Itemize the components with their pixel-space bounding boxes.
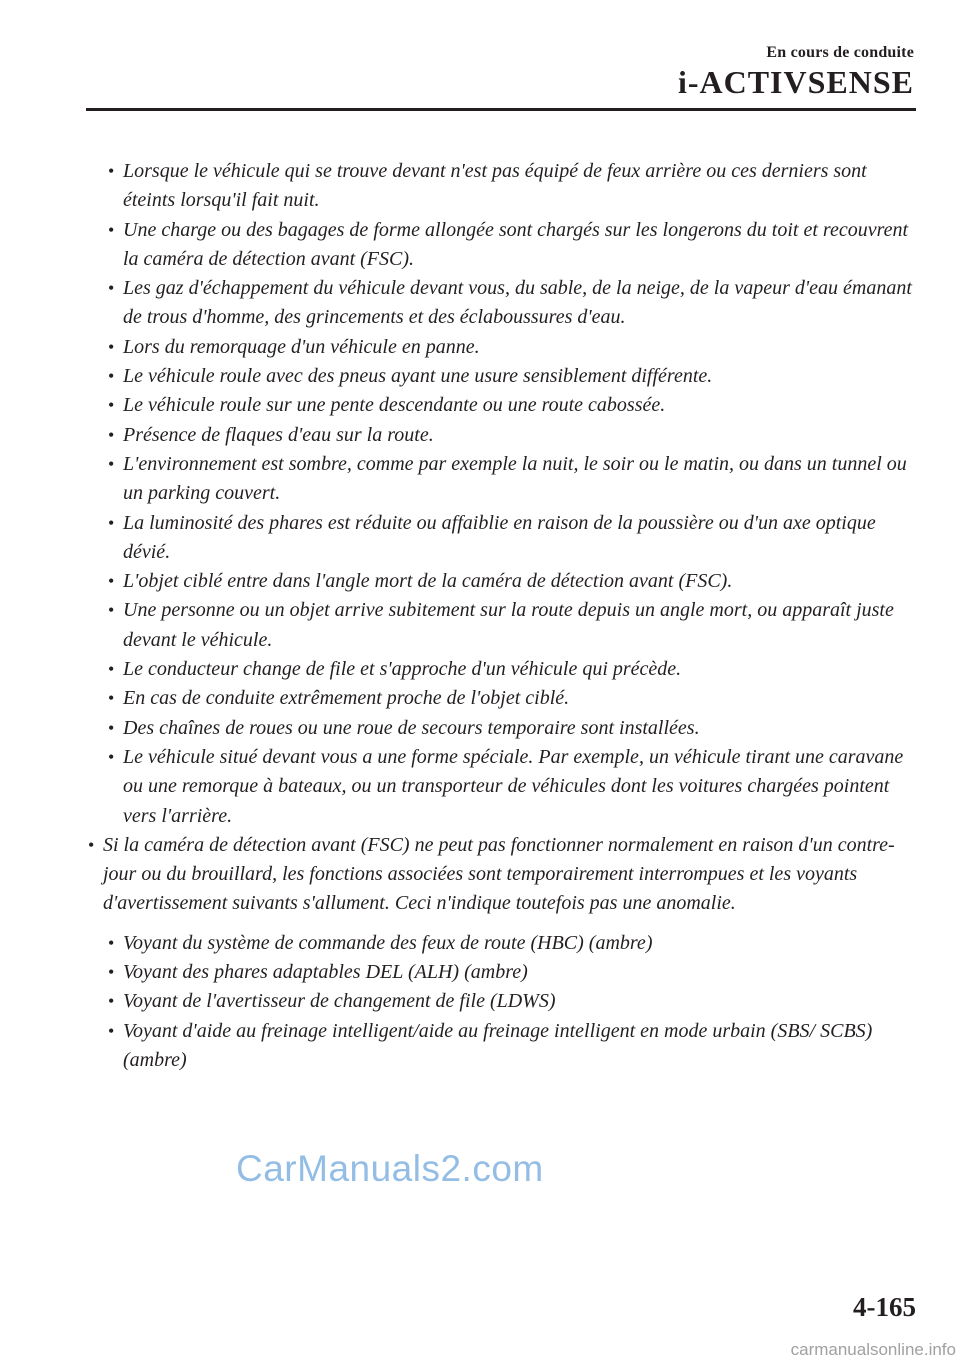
list-item (86, 929, 916, 958)
list-item (86, 391, 916, 420)
list-item (86, 655, 916, 684)
list-item-text: La luminosité des phares est réduite ou affaiblie en raison de la poussière ou d'un axe optique dévié. (123, 511, 876, 563)
list-item (86, 987, 916, 1016)
bullet-icon: • (108, 746, 115, 767)
bullet-icon: • (108, 219, 115, 240)
bullet-icon: • (108, 688, 115, 709)
bullet-icon: • (88, 834, 95, 855)
section-label: En cours de conduite (766, 44, 914, 61)
bullet-icon: • (108, 453, 115, 474)
list-item-text: Le véhicule roule avec des pneus ayant une usure sensiblement différente. (123, 365, 713, 388)
list-item (86, 958, 916, 987)
list-item-text: Présence de flaques d'eau sur la route. (123, 423, 434, 446)
bullet-icon: • (108, 336, 115, 357)
list-item (86, 1017, 916, 1076)
note-item (86, 831, 916, 919)
bullet-icon: • (108, 366, 115, 387)
list-item (86, 509, 916, 568)
list-item-text: Lors du remorquage d'un véhicule en panne. (123, 335, 480, 358)
list-item (86, 567, 916, 596)
list-item-text: Voyant des phares adaptables DEL (ALH) (ambre) (123, 961, 528, 984)
bullet-icon: • (108, 278, 115, 299)
bullet-icon: • (108, 424, 115, 445)
bullet-icon: • (108, 600, 115, 621)
list-item-text: Le véhicule situé devant vous a une forme spéciale. Par exemple, un véhicule tirant une caravane ou une remorque à bateaux, ou un transporteur de véhicules dont les voitures chargées pointent vers l'arrière. (123, 745, 904, 827)
bullet-icon: • (108, 659, 115, 680)
bullet-icon: • (108, 571, 115, 592)
list-item-text: Voyant de l'avertisseur de changement de file (LDWS) (123, 990, 556, 1013)
list-item-text: Voyant d'aide au freinage intelligent/aide au freinage intelligent en mode urbain (SBS/ SCBS) (ambre) (123, 1019, 873, 1071)
header-rule (86, 108, 916, 111)
list-item-text: Le conducteur change de file et s'approche d'un véhicule qui précède. (123, 658, 682, 681)
footer-watermark: carmanualsonline.info (790, 1340, 956, 1359)
bullet-icon: • (108, 1020, 115, 1041)
indicators-list (86, 929, 916, 1075)
list-item (86, 362, 916, 391)
page-number: 4-165 (853, 1292, 916, 1322)
bullet-icon: • (108, 395, 115, 416)
bullet-icon: • (108, 717, 115, 738)
bullet-icon: • (108, 932, 115, 953)
list-item (86, 333, 916, 362)
page-title: i-ACTIVSENSE (677, 64, 914, 100)
bullet-icon: • (108, 991, 115, 1012)
list-item-text: Lorsque le véhicule qui se trouve devant n'est pas équipé de feux arrière ou ces derniers sont éteints lorsqu'il fait nuit. (123, 160, 867, 212)
list-item-text: L'environnement est sombre, comme par exemple la nuit, le soir ou le matin, ou dans un tunnel ou un parking couvert. (123, 452, 907, 505)
list-item (86, 714, 916, 743)
list-item (86, 684, 916, 713)
list-item-text: Une charge ou des bagages de forme allongée sont chargés sur les longerons du toit et recouvrent la caméra de détection avant (FSC). (123, 218, 909, 270)
list-item-text: Une personne ou un objet arrive subitement sur la route depuis un angle mort, ou apparaît juste devant le véhicule. (123, 599, 894, 651)
note-text: Si la caméra de détection avant (FSC) ne peut pas fonctionner normalement en raison d'un contre-jour ou du brouillard, les fonctions associées sont temporairement interrompues et les voyants d'avertissement suivants s'allument. Ceci n'indique toutefois pas une anomalie. (103, 833, 895, 915)
list-item (86, 743, 916, 831)
list-item-text: Le véhicule roule sur une pente descendante ou une route cabossée. (123, 394, 666, 417)
list-item (86, 216, 916, 275)
conditions-list (86, 157, 916, 831)
list-item-text: Voyant du système de commande des feux de route (HBC) (ambre) (123, 931, 653, 954)
bullet-icon: • (108, 512, 115, 533)
spacer (86, 919, 916, 929)
watermark: CarManuals2.com (236, 1148, 544, 1189)
list-item-text: En cas de conduite extrêmement proche de l'objet ciblé. (123, 687, 570, 710)
list-item (86, 450, 916, 509)
main-content (86, 157, 916, 1075)
list-item-text: Les gaz d'échappement du véhicule devant vous, du sable, de la neige, de la vapeur d'eau émanant de trous d'homme, des grincements et des éclaboussures d'eau. (123, 277, 912, 329)
list-item (86, 274, 916, 333)
list-item (86, 421, 916, 450)
list-item (86, 157, 916, 216)
list-item (86, 596, 916, 655)
list-item-text: L'objet ciblé entre dans l'angle mort de la caméra de détection avant (FSC). (123, 570, 733, 593)
bullet-icon: • (108, 161, 115, 181)
list-item-text: Des chaînes de roues ou une roue de secours temporaire sont installées. (123, 716, 700, 739)
bullet-icon: • (108, 962, 115, 983)
